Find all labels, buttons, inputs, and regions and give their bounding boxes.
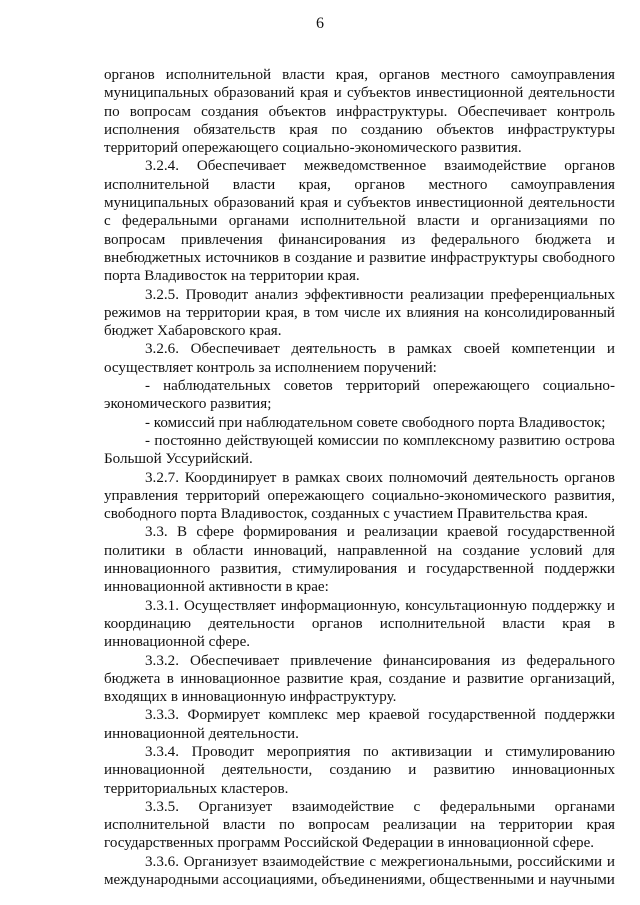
- document-paragraph: 3.2.6. Обеспечивает деятельность в рамках своей компетенции и осуществляет контроль за исполнением поручений:: [104, 341, 615, 376]
- document-paragraph: 3.2.4. Обеспечивает межведомственное взаимодействие органов исполнительной власти края, органов местного самоуправления муниципальных образований края и субъектов инвестиционной деятельности с федеральными органами исполнительной власти и организациями по вопросам привлечения финансирования из федерального бюджета и внебюджетных источников в создание и развитие инфраструктуры свободного порта Владивосток на территории края.: [104, 158, 615, 285]
- document-paragraph: - наблюдательных советов территорий опережающего социально-экономического развития;: [104, 378, 615, 413]
- document-paragraph: 3.3.5. Организует взаимодействие с федеральными органами исполнительной власти по вопросам реализации на территории края государственных программ Российской Федерации в инновационной сфере.: [104, 798, 615, 852]
- document-paragraph: 3.2.7. Координирует в рамках своих полномочий деятельность органов управления территорий опережающего социально-экономического развития, свободного порта Владивосток, созданных с участием Правительства края.: [104, 469, 615, 523]
- document-paragraph: - постоянно действующей комиссии по комплексному развитию острова Большой Уссурийский.: [104, 432, 615, 468]
- document-paragraph: 3.3.6. Организует взаимодействие с межрегиональными, российскими и международными ассоциациями, объединениями, общественными и научными: [104, 853, 615, 889]
- document-paragraph: 3.3. В сфере формирования и реализации краевой государственной политики в области инноваций, направленной на создание условий для инновационного развития, стимулирования и государственной поддержки инновационной активности в крае:: [104, 524, 615, 596]
- document-paragraph: 3.3.3. Формирует комплекс мер краевой государственной поддержки инновационной деятельности.: [104, 707, 615, 742]
- document-paragraph: 3.3.2. Обеспечивает привлечение финансирования из федерального бюджета в инновационное развитие края, создание и развитие организаций, входящих в инновационную инфраструктуру.: [104, 652, 615, 706]
- document-body: [104, 66, 615, 889]
- document-paragraph: 3.3.1. Осуществляет информационную, консультационную поддержку и координацию деятельности органов исполнительной власти края в инновационной сфере.: [104, 597, 615, 651]
- document-paragraph: органов исполнительной власти края, органов местного самоуправления муниципальных образований края и субъектов инвестиционной деятельности по вопросам создания объектов инфраструктуры. Обеспечивает контроль исполнения обязательств края по созданию объектов инфраструктуры территорий опережающего социально-экономического развития.: [104, 67, 615, 157]
- document-paragraph: - комиссий при наблюдательном совете свободного порта Владивосток;: [145, 414, 606, 431]
- document-paragraph: 3.2.5. Проводит анализ эффективности реализации преференциальных режимов на территории края, в том числе их влияния на консолидированный бюджет Хабаровского края.: [104, 286, 615, 340]
- document-paragraph: 3.3.4. Проводит мероприятия по активизации и стимулированию инновационной деятельности, созданию и развитию инновационных территориальных кластеров.: [104, 743, 615, 797]
- page-number: 6: [316, 15, 324, 32]
